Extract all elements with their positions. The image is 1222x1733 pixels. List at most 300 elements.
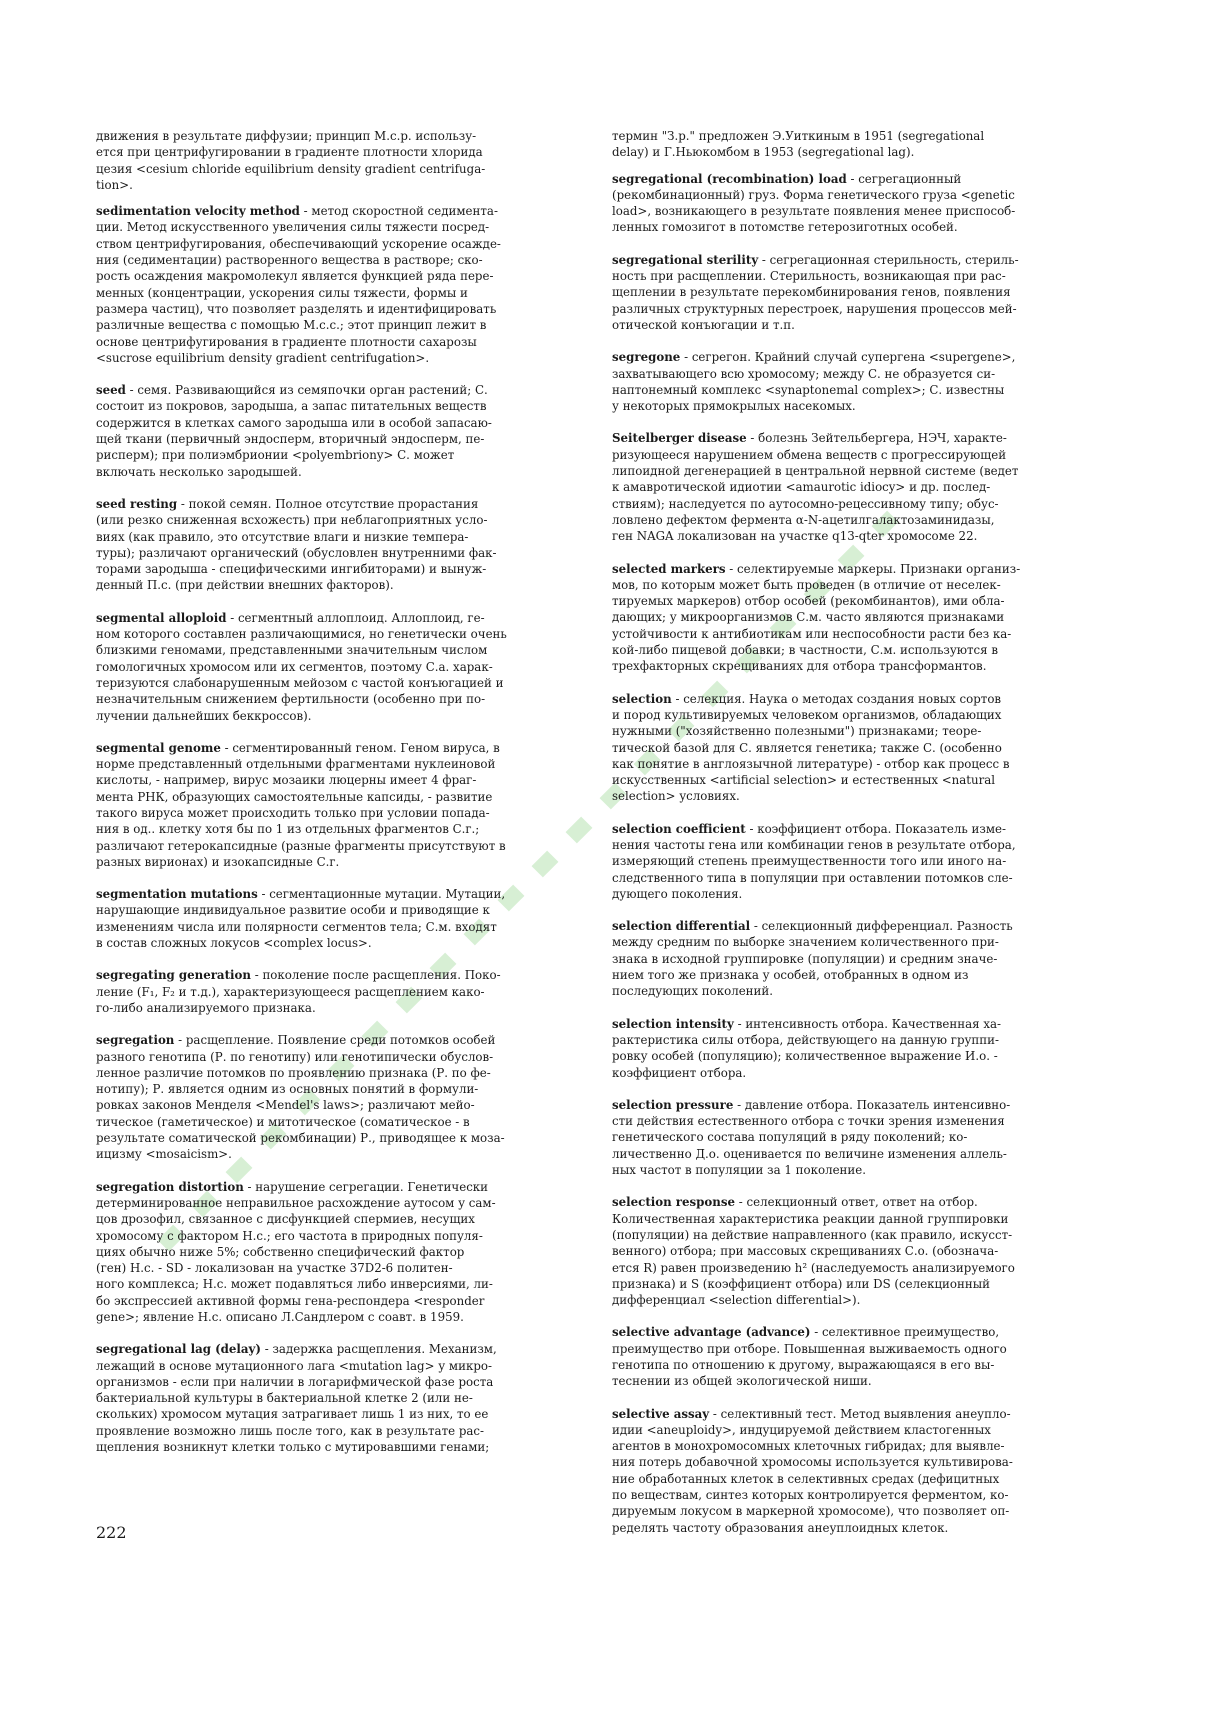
entry-line [96, 382, 596, 398]
entry-term: segregational sterility [612, 252, 759, 267]
entry-line [612, 918, 1112, 934]
entry-line [612, 1341, 1112, 1357]
entry-text: сти действия естественного отбора с точки зрения изменения [612, 1114, 1005, 1129]
entry-line [612, 821, 1112, 837]
entry-text: selection> условиях. [612, 789, 740, 804]
entry-text: знака в исходной группировке (популяции) и средним значе- [612, 951, 998, 966]
entry-line [96, 301, 596, 317]
entry-line [612, 252, 1112, 268]
entry-line [96, 626, 596, 642]
entry-term: segregational lag (delay) [96, 1342, 261, 1357]
entry-text: разных вирионах) и изокапсидные С.г. [96, 854, 340, 869]
entry-text: теснении из общей экологической ниши. [612, 1374, 872, 1389]
entry-text: - задержка расщепления. Механизм, [261, 1342, 497, 1357]
entry-line [612, 1357, 1112, 1373]
entry-line [96, 350, 596, 366]
entry-line [612, 1162, 1112, 1178]
entry-line [96, 1114, 596, 1130]
entry-line [612, 951, 1112, 967]
entry-line [612, 1211, 1112, 1227]
entry-text: такого вируса может происходить только при условии попада- [96, 805, 490, 820]
glossary-entry [612, 561, 1112, 675]
entry-text: - покой семян. Полное отсутствие прорастания [177, 496, 479, 511]
entry-text: признака) и S (коэффициент отбора) или DS (селекционный [612, 1276, 990, 1291]
entry-term: selected markers [612, 561, 726, 576]
entry-term: segregone [612, 350, 681, 365]
entry-line [96, 1146, 596, 1162]
entry-text: изменениям числа или полярности сегментов тела; С.м. входят [96, 919, 497, 934]
entry-text: - сегментный аллоплоид. Аллоплоид, ге- [226, 610, 485, 625]
entry-text: мента РНК, образующих самостоятельные капсиды, - развитие [96, 789, 493, 804]
entry-line [612, 626, 1112, 642]
entry-term: selection differential [612, 919, 751, 934]
entry-text: следственного типа в популяции при оставлении потомков сле- [612, 870, 1013, 885]
entry-text: ется R) равен произведению h² (наследуемость анализируемого [612, 1260, 1015, 1275]
entry-line [612, 187, 1112, 203]
entry-text: кой-либо пищевой добавки; в частности, С.м. используются в [612, 643, 999, 658]
entry-text: нужными ("хозяйственно полезными") признаками; теоре- [612, 724, 982, 739]
entry-text: дифференциал <selection differential>). [612, 1293, 861, 1308]
entry-text: идии <aneuploidy>, индуцируемой действием кластогенных [612, 1422, 991, 1437]
entry-line [612, 1097, 1112, 1113]
entry-text: тической базой для С. является генетика; также С. (особенно [612, 740, 1002, 755]
entry-text: тическое (гаметическое) и митотическое (соматическое - в [96, 1114, 470, 1129]
entry-line [96, 1211, 596, 1227]
entry-line [96, 1276, 596, 1292]
right-column [612, 128, 1112, 1552]
entry-line [96, 902, 596, 918]
entry-text: у некоторых прямокрылых насекомых. [612, 399, 856, 414]
entry-line [96, 252, 596, 268]
entry-line [612, 1422, 1112, 1438]
entry-line [612, 1438, 1112, 1454]
entry-text: проявление возможно лишь после того, как в результате рас- [96, 1423, 485, 1438]
entry-text: бактериальной культуры в бактериальной клетке 2 (или не- [96, 1391, 473, 1406]
entry-line [96, 415, 596, 431]
entry-text: в состав сложных локусов <complex locus>. [96, 936, 372, 951]
entry-line [96, 821, 596, 837]
entry-line [612, 577, 1112, 593]
entry-text: - метод скоростной седимента- [299, 204, 498, 219]
entry-text: норме представленный отдельными фрагментами нуклеиновой [96, 757, 496, 772]
entry-text: - коэффициент отбора. Показатель изме- [745, 821, 1006, 836]
entry-text: размера частиц), что позволяет разделять и идентифицировать [96, 301, 497, 316]
entry-line [96, 203, 596, 219]
entry-line [96, 177, 596, 193]
entry-line [612, 171, 1112, 187]
entry-text: ловлено дефектом фермента α-N-ацетилгалактозаминидазы, [612, 512, 995, 527]
entry-line [612, 496, 1112, 512]
entry-text: денный П.с. (при действии внешних факторов). [96, 578, 394, 593]
entry-term: selection coefficient [612, 821, 746, 836]
entry-text: - расщепление. Появление среди потомков особей [174, 1033, 496, 1048]
entry-text: между средним по выборке значением количественного при- [612, 935, 999, 950]
entry-text: - селектируемые маркеры. Признаки организ- [725, 561, 1021, 576]
entry-text: цезия <cesium chloride equilibrium density gradient centrifuga- [96, 161, 486, 176]
entry-line [612, 1016, 1112, 1032]
entry-text: ровку особей (популяцию); количественное выражение И.о. - [612, 1049, 998, 1064]
entry-line [612, 528, 1112, 544]
entry-line [96, 161, 596, 177]
entry-text: отической конъюгации и т.п. [612, 317, 795, 332]
entry-line [96, 1065, 596, 1081]
entry-text: бо экспрессией активной формы гена-респондера <responder [96, 1293, 485, 1308]
glossary-entry [612, 1194, 1112, 1308]
entry-line [612, 398, 1112, 414]
entry-text: - селективное преимущество, [810, 1325, 1000, 1340]
entry-line [96, 805, 596, 821]
entry-text: (или резко сниженная всхожесть) при неблагоприятных усло- [96, 513, 488, 528]
entry-text: агентов в монохромосомных клеточных гибридах; для выявле- [612, 1439, 1005, 1454]
entry-line [96, 838, 596, 854]
entry-text: нотипу); Р. является одним из основных понятий в формули- [96, 1082, 479, 1097]
entry-text: личественно Д.о. оценивается по величине изменения аллель- [612, 1146, 1007, 1161]
entry-line [612, 707, 1112, 723]
entry-line [96, 464, 596, 480]
entry-text: <sucrose equilibrium density gradient centrifugation>. [96, 350, 430, 365]
glossary-entry [96, 740, 596, 870]
entry-text: - сегментированный геном. Геном вируса, в [220, 740, 500, 755]
entry-line [612, 967, 1112, 983]
entry-line [612, 219, 1112, 235]
entry-text: рактеристика силы отбора, действующего на данную группи- [612, 1032, 1000, 1047]
entry-line [612, 756, 1112, 772]
entry-text: ния в од.. клетку хотя бы по 1 из отдельных фрагментов С.г.; [96, 822, 480, 837]
entry-text: ределять частоту образования анеуплоидных клеток. [612, 1520, 949, 1535]
entry-line [612, 658, 1112, 674]
entry-line [612, 1520, 1112, 1536]
glossary-entry [96, 610, 596, 724]
glossary-entry [612, 1016, 1112, 1081]
entry-text: коэффициент отбора. [612, 1065, 747, 1080]
glossary-entry [612, 1097, 1112, 1178]
entry-text: - нарушение сегрегации. Генетически [243, 1179, 489, 1194]
entry-line [96, 708, 596, 724]
entry-text: ствиям); наследуется по аутосомно-рецессивному типу; обус- [612, 496, 999, 511]
entry-text: рость осаждения макромолекул является функцией ряда пере- [96, 269, 494, 284]
entry-text: ных частот в популяции за 1 поколение. [612, 1163, 867, 1178]
entry-line [612, 1146, 1112, 1162]
entry-term: selection intensity [612, 1016, 734, 1031]
entry-text: различные вещества с помощью М.с.с.; этот принцип лежит в [96, 318, 487, 333]
entry-text: детерминированное неправильное расхождение аутосом у сам- [96, 1195, 496, 1210]
glossary-entry [96, 496, 596, 594]
page-number: 222 [96, 1523, 127, 1542]
entry-line [96, 545, 596, 561]
entry-line [612, 447, 1112, 463]
entry-text: ние обработанных клеток в селективных средах (дефицитных [612, 1471, 1000, 1486]
entry-text: состоит из покровов, зародыша, а запас питательных веществ [96, 399, 487, 414]
entry-line [96, 967, 596, 983]
entry-text: по веществам, синтез которых контролируется ферментом, ко- [612, 1488, 1009, 1503]
entry-text: gene>; явление Н.с. описано Л.Сандлером с соавт. в 1959. [96, 1310, 464, 1324]
entry-line [612, 203, 1112, 219]
entry-text: трехфакторных скрещиваниях для отбора трансформантов. [612, 659, 987, 674]
entry-text: ния потерь добавочной хромосомы используется культивирова- [612, 1455, 1013, 1470]
entry-line [612, 317, 1112, 333]
entry-text: - селективный тест. Метод выявления анеупло- [709, 1406, 1011, 1421]
entry-text: Количественная характеристика реакции данной группировки [612, 1211, 1009, 1226]
entry-line [612, 1276, 1112, 1292]
entry-line [612, 1194, 1112, 1210]
entry-line [612, 512, 1112, 528]
entry-text: лежащий в основе мутационного лага <mutation lag> у микро- [96, 1358, 492, 1373]
entry-line [612, 1227, 1112, 1243]
entry-line [96, 1341, 596, 1357]
entry-line [612, 740, 1112, 756]
entry-line [612, 886, 1112, 902]
entry-line [612, 1129, 1112, 1145]
entry-line [96, 1406, 596, 1422]
glossary-entry [96, 1032, 596, 1162]
entry-text: захватывающего всю хромосому; между С. не образуется си- [612, 366, 996, 381]
entry-line [612, 1292, 1112, 1308]
entry-line [96, 1423, 596, 1439]
glossary-entry [612, 1324, 1112, 1389]
entry-line [96, 772, 596, 788]
entry-line [96, 496, 596, 512]
entry-text: последующих поколений. [612, 984, 774, 999]
entry-text: искусственных <artificial selection> и естественных <natural [612, 773, 996, 788]
entry-text: ется при центрифугировании в градиенте плотности хлорида [96, 145, 483, 160]
entry-text: мов, по которым может быть проведен (в отличие от неселек- [612, 577, 1001, 592]
entry-text: основе центрифугирования в градиенте плотности сахарозы [96, 334, 477, 349]
entry-text: организмов - если при наличии в логарифмической фазе роста [96, 1374, 494, 1389]
entry-line [612, 983, 1112, 999]
entry-line [96, 144, 596, 160]
entry-line [96, 1244, 596, 1260]
entry-text: генотипа по отношению к другому, выражающаяся в его вы- [612, 1358, 995, 1372]
entry-line [96, 512, 596, 528]
entry-line [96, 1358, 596, 1374]
entry-term: seed [96, 383, 126, 398]
entry-text: дируемым локусом в маркерной хромосоме), что позволяет оп- [612, 1504, 1010, 1519]
entry-text: хромосому с фактором Н.с.; его частота в природных популя- [96, 1228, 483, 1243]
entry-text: delay) и Г.Ньюкомбом в 1953 (segregational lag). [612, 145, 915, 160]
entry-line [96, 1374, 596, 1390]
entry-text: разного генотипа (Р. по генотипу) или генотипически обуслов- [96, 1049, 494, 1064]
entry-term: seed resting [96, 496, 178, 511]
entry-line [96, 317, 596, 333]
entry-line [96, 1439, 596, 1455]
entry-text: нием того же признака у особей, отобранных в одном из [612, 968, 969, 983]
entry-line [96, 1000, 596, 1016]
entry-line [96, 789, 596, 805]
entry-term: selective advantage (advance) [612, 1325, 811, 1340]
entry-line [96, 659, 596, 675]
entry-text: ции. Метод искусственного увеличения силы тяжести посред- [96, 220, 490, 235]
entry-text: к амавротической идиотии <amaurotic idiocy> и др. послед- [612, 480, 991, 495]
entry-line [612, 1065, 1112, 1081]
entry-term: selection pressure [612, 1097, 734, 1112]
entry-line [612, 1503, 1112, 1519]
entry-text: нения частоты гена или комбинации генов в результате отбора, [612, 837, 1016, 852]
entry-text: теризуются слабонарушенным мейозом с частой конъюгацией и [96, 675, 504, 690]
glossary-entry [612, 252, 1112, 333]
glossary-entry [96, 382, 596, 480]
entry-line [612, 1048, 1112, 1064]
entry-text: ленных гомозигот в потомстве гетерозиготных особей. [612, 220, 958, 235]
entry-line [96, 610, 596, 626]
entry-text: преимущество при отборе. Повышенная выживаемость одного [612, 1341, 1007, 1356]
entry-text: включать несколько зародышей. [96, 464, 302, 479]
entry-line [612, 642, 1112, 658]
entry-text: (рекомбинационный) груз. Форма генетического груза <genetic [612, 187, 1015, 202]
entry-line [612, 561, 1112, 577]
entry-line [612, 349, 1112, 365]
entry-text: ством центрифугирования, обеспечивающий ускорение осажде- [96, 236, 501, 251]
entry-text: близкими геномами, представленными значительным числом [96, 643, 488, 658]
entry-text: (популяции) на действие направленного (как правило, искусст- [612, 1227, 1013, 1242]
glossary-entry [612, 821, 1112, 902]
entry-line [96, 1228, 596, 1244]
entry-line [96, 740, 596, 756]
entry-text: - селекционный ответ, ответ на отбор. [735, 1195, 978, 1210]
glossary-entry [612, 430, 1112, 544]
entry-term: segregation [96, 1033, 175, 1048]
entry-line [612, 1406, 1112, 1422]
entry-text: - давление отбора. Показатель интенсивно- [733, 1097, 1011, 1112]
entry-text: - поколение после расщепления. Поко- [250, 968, 501, 983]
entry-line [96, 1179, 596, 1195]
entry-text: различных структурных перестроек, нарушения процессов мей- [612, 301, 1017, 316]
entry-text: липоидной дегенерацией в центральной нервной системе (ведет [612, 464, 1019, 479]
entry-text: - сегментационные мутации. Мутации, [257, 887, 506, 902]
entry-text: скольких) хромосом мутация затрагивает лишь 1 из них, то ее [96, 1407, 489, 1422]
entry-term: sedimentation velocity method [96, 204, 300, 219]
entry-line [96, 128, 596, 144]
entry-line [612, 788, 1112, 804]
entry-text: генетического состава популяций в ряду поколений; ко- [612, 1130, 968, 1145]
entry-text: менных (концентрации, ускорения силы тяжести, формы и [96, 285, 468, 300]
entry-text: ицизму <mosaicism>. [96, 1147, 232, 1162]
entry-text: кислоты, - например, вирус мозаики люцерны имеет 4 фраг- [96, 773, 477, 788]
entry-term: segmentation mutations [96, 887, 258, 902]
entry-line [612, 1324, 1112, 1340]
entry-line [96, 1097, 596, 1113]
entry-text: - сегрегационная стерильность, стериль- [758, 252, 1019, 267]
entry-line [96, 854, 596, 870]
entry-text: нарушающие индивидуальное развитие особи и приводящие к [96, 903, 490, 918]
entry-text: венного) отбора; при массовых скрещиваниях С.о. (обознача- [612, 1244, 999, 1259]
entry-text: - болезнь Зейтельбергера, НЭЧ, характе- [746, 431, 1007, 446]
entry-text: ровках законов Менделя <Mendel's laws>; различают мейо- [96, 1098, 475, 1113]
entry-text: и пород культивируемых человеком организмов, обладающих [612, 707, 1002, 722]
entry-line [612, 1032, 1112, 1048]
entry-line [96, 236, 596, 252]
entry-text: содержится в клетках самого зародыша или в особой запасаю- [96, 415, 492, 430]
entry-term: segmental genome [96, 740, 221, 755]
entry-line [612, 870, 1112, 886]
entry-line [612, 1260, 1112, 1276]
glossary-entry [96, 1179, 596, 1326]
entry-line [612, 609, 1112, 625]
entry-line [96, 268, 596, 284]
entry-text: - сегрегон. Крайний случай супергена <supergene>, [680, 350, 1016, 365]
entry-line [96, 919, 596, 935]
glossary-entry [612, 171, 1112, 236]
glossary-entry [612, 918, 1112, 999]
glossary-entry [612, 1406, 1112, 1536]
entry-text: термин "З.р." предложен Э.Уиткиным в 1951 (segregational [612, 129, 985, 143]
entry-line [612, 1113, 1112, 1129]
entry-text: результате соматической рекомбинации) Р., приводящее к моза- [96, 1131, 505, 1146]
continued-text [96, 128, 596, 193]
entry-line [96, 398, 596, 414]
entry-text: ризующееся нарушением обмена веществ с прогрессирующей [612, 447, 1007, 462]
entry-line [96, 447, 596, 463]
entry-line [612, 934, 1112, 950]
entry-text: гомологичных хромосом или их сегментов, поэтому С.а. харак- [96, 659, 493, 674]
entry-term: selection response [612, 1195, 736, 1210]
entry-text: ленное различие потомков по проявлению признака (Р. по фе- [96, 1065, 491, 1080]
entry-text: го-либо анализируемого признака. [96, 1000, 316, 1015]
entry-term: segregational (recombination) load [612, 171, 847, 186]
entry-line [612, 1454, 1112, 1470]
entry-text: load>, возникающего в результате появления менее приспособ- [612, 204, 1016, 219]
entry-line [96, 431, 596, 447]
entry-line [612, 691, 1112, 707]
entry-line [96, 1130, 596, 1146]
entry-line [612, 463, 1112, 479]
entry-line [96, 1293, 596, 1309]
glossary-entry [96, 1341, 596, 1455]
entry-text: щей ткани (первичный эндосперм, вторичный эндосперм, пе- [96, 432, 485, 447]
entry-line [96, 935, 596, 951]
entry-text: ном которого составлен различающимися, но генетически очень [96, 627, 507, 642]
entry-text: - селекция. Наука о методах создания новых сортов [671, 691, 1002, 706]
entry-line [612, 268, 1112, 284]
entry-text: измеряющий степень преимущественности того или иного на- [612, 854, 1007, 869]
entry-text: tion>. [96, 177, 133, 192]
glossary-entry [612, 691, 1112, 805]
entry-line [612, 382, 1112, 398]
entry-text: щепления возникнут клетки только с мутировавшими генами; [96, 1440, 490, 1455]
entry-line [612, 772, 1112, 788]
entry-line [612, 1471, 1112, 1487]
entry-line [96, 1260, 596, 1276]
entry-line [96, 219, 596, 235]
glossary-entry [96, 203, 596, 366]
glossary-entry [612, 349, 1112, 414]
entry-line [96, 285, 596, 301]
entry-line [96, 756, 596, 772]
entry-term: segmental alloploid [96, 610, 227, 625]
entry-line [612, 366, 1112, 382]
entry-text: ния (седиментации) растворенного вещества в растворе; ско- [96, 253, 483, 268]
entry-line [96, 1081, 596, 1097]
glossary-entry [96, 967, 596, 1016]
glossary-entry [96, 886, 596, 951]
entry-text: - интенсивность отбора. Качественная ха- [733, 1016, 1002, 1031]
entry-text: устойчивости к антибиотикам или неспособности расти без ка- [612, 626, 1012, 641]
entry-term: selective assay [612, 1406, 710, 1421]
entry-line [612, 593, 1112, 609]
entry-line [612, 1373, 1112, 1389]
entry-line [612, 1487, 1112, 1503]
entry-line [612, 479, 1112, 495]
continued-text [612, 128, 1112, 161]
entry-line [96, 1032, 596, 1048]
entry-term: segregation distortion [96, 1179, 244, 1194]
left-column [96, 128, 596, 1471]
entry-text: ность при расщеплении. Стерильность, возникающая при рас- [612, 269, 1006, 284]
entry-line [96, 1390, 596, 1406]
entry-text: движения в результате диффузии; принцип М.с.р. использу- [96, 129, 477, 143]
entry-text: ление (F₁, F₂ и т.д.), характеризующееся расщеплением како- [96, 984, 485, 999]
entry-term: selection [612, 691, 672, 706]
entry-line [612, 430, 1112, 446]
